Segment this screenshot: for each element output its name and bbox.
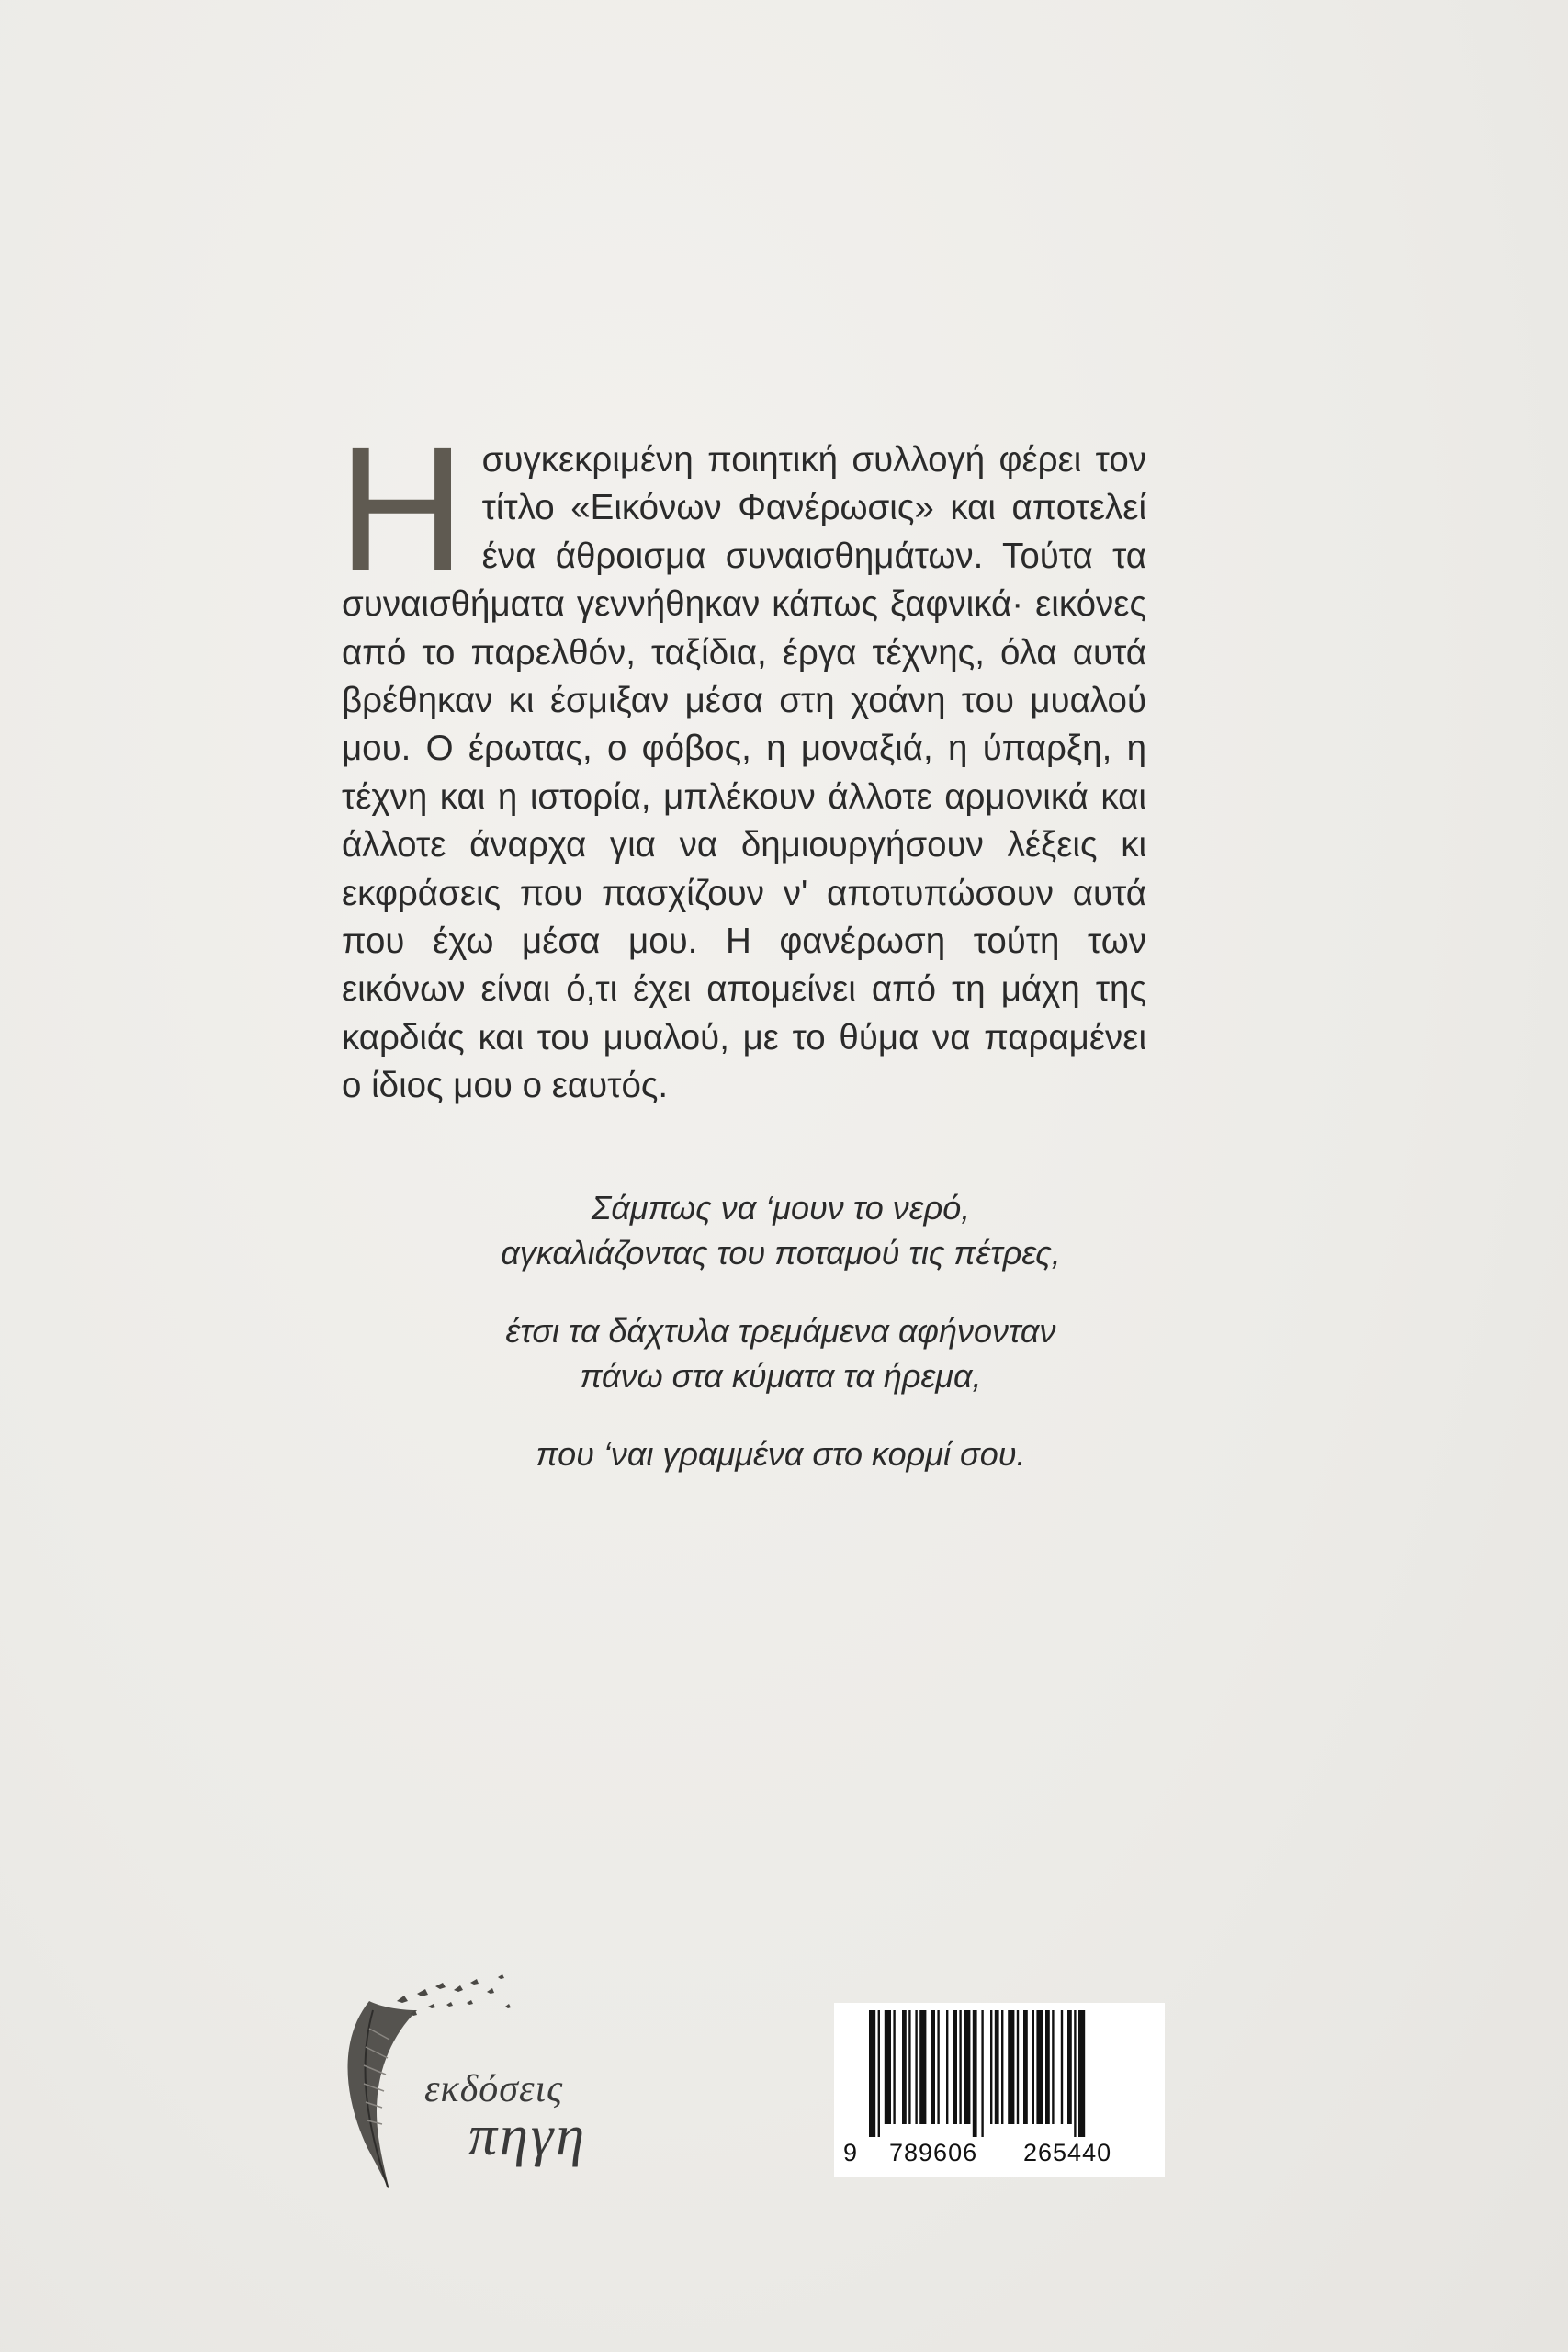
barcode-bar (1078, 2010, 1085, 2137)
barcode-bars (841, 2010, 1157, 2137)
barcode-bar (1052, 2010, 1054, 2124)
barcode-bar (885, 2010, 891, 2124)
barcode-bar (946, 2010, 948, 2124)
barcode-bar (1001, 2010, 1003, 2124)
drop-cap: Η (338, 410, 466, 607)
barcode-bar (1067, 2010, 1072, 2124)
poem-stanza (276, 1185, 1286, 1275)
poem-line: αγκαλιάζοντας του ποταμού τις πέτρες, (501, 1234, 1061, 1272)
blurb (338, 410, 1146, 1111)
barcode-bar (1045, 2010, 1050, 2124)
barcode-bar (981, 2010, 983, 2137)
barcode-bar (995, 2010, 999, 2124)
barcode-bar (1036, 2010, 1043, 2124)
poem-line: έτσι τα δάχτυλα τρεμάμενα αφήνονταν (505, 1312, 1056, 1350)
barcode-bar (908, 2010, 910, 2124)
barcode-bar (869, 2010, 875, 2137)
barcode-bar (1074, 2010, 1076, 2137)
poem-stanza (276, 1308, 1286, 1398)
barcode-bar (893, 2010, 895, 2124)
blurb-text: συγκεκριμένη ποιητική συλλογή φέρει τον τίτλο «Εικόνων Φανέρωσις» και αποτελεί ένα άθροισμα συναισθημάτων. Τούτα τα συναισθήματα γεννήθηκαν κάπως ξαφνικά· εικόνες από το παρελθόν, ταξίδια, έργα τέχνης, όλα αυτά βρέθηκαν κι έσμιξαν μέσα στη χοάνη του μυαλού μου. Ο έρωτας, ο φόβος, η μοναξιά, η ύπαρξη, η τέχνη και η ιστορία, μπλέκουν άλλοτε αρμονικά και άλλοτε άναρχα για να δημιουργήσουν λέξεις κι εκφράσεις που πασχίζουν ν' αποτυπώσουν αυτά που έχω μέσα μου. Η φανέρωση τούτη των εικόνων είναι ό,τι έχει απομείνει από τη μάχη της καρδιάς και του μυαλού, με το θύμα να παραμένει ο ίδιος μου ο εαυτός. (342, 440, 1146, 1106)
poem-line: που ‘ναι γραμμένα στο κορμί σου. (536, 1435, 1026, 1473)
barcode-bar (902, 2010, 907, 2124)
barcode-bar (973, 2010, 977, 2137)
poem-line: Σάμπως να ‘μουν το νερό, (591, 1189, 971, 1227)
barcode-bar (1008, 2010, 1014, 2124)
barcode-bar (1017, 2010, 1019, 2124)
barcode-bar (1061, 2010, 1063, 2124)
barcode-bar (878, 2010, 880, 2137)
poem-line: πάνω στα κύματα τα ήρεμα, (580, 1357, 982, 1395)
barcode-digit-first: 9 (843, 2139, 859, 2166)
barcode-bar (937, 2010, 939, 2124)
barcode-bar (1032, 2010, 1034, 2124)
poem-stanza (276, 1431, 1286, 1476)
barcode-bar (953, 2010, 957, 2124)
barcode-bar (1023, 2010, 1028, 2124)
barcode-bar (931, 2010, 935, 2124)
barcode-bar (959, 2010, 961, 2124)
publisher-name-line2: πηγη (468, 2105, 588, 2167)
isbn-barcode (834, 2003, 1165, 2177)
barcode-bar (964, 2010, 970, 2124)
barcode-digits-left: 789606 (889, 2139, 978, 2166)
publisher-name-line1: εκδόσεις (424, 2068, 564, 2110)
barcode-bar (990, 2010, 992, 2124)
publisher-logo (333, 1973, 645, 2194)
poem-excerpt (276, 1185, 1286, 1510)
barcode-bar (919, 2010, 926, 2124)
barcode-bar (915, 2010, 917, 2124)
barcode-digits-right: 265440 (1023, 2139, 1112, 2166)
